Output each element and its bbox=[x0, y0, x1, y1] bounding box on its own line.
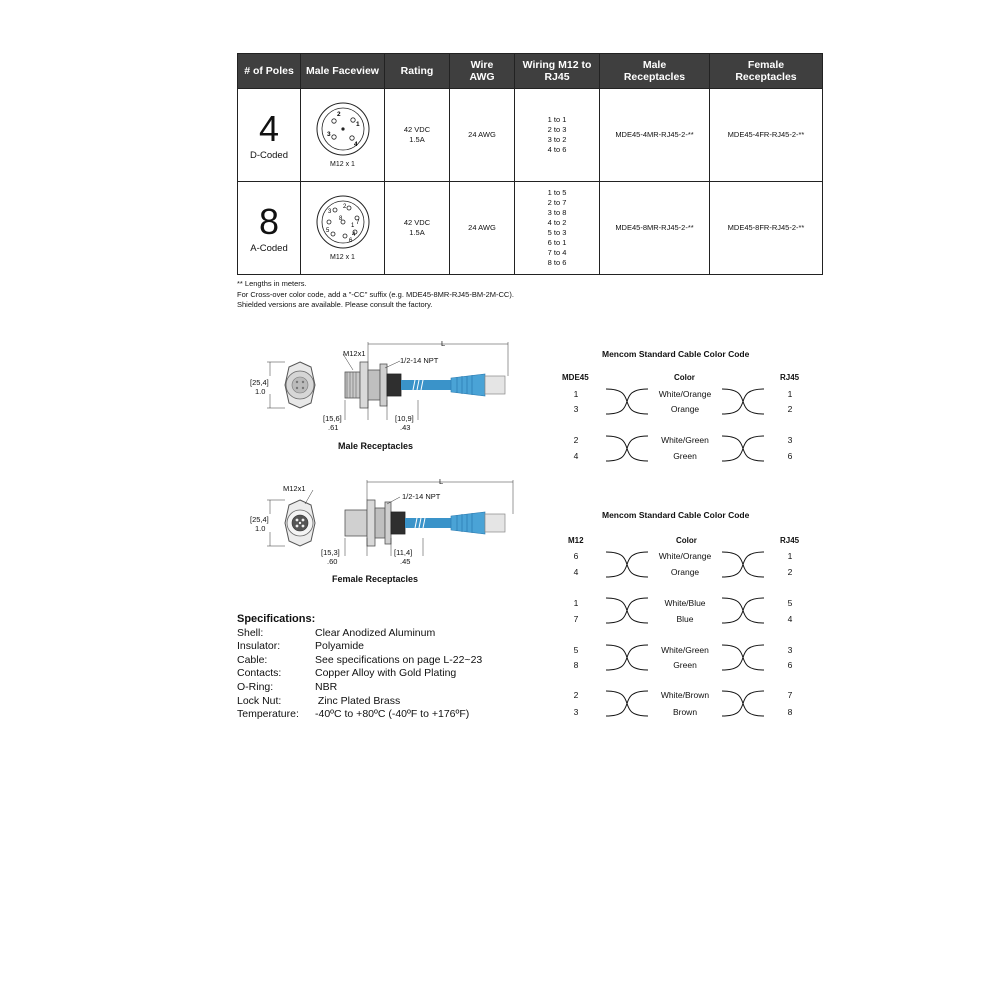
spec-key: Shell: bbox=[237, 626, 264, 639]
dim1-in: .60 bbox=[327, 557, 338, 566]
poles-cell bbox=[238, 89, 301, 182]
wire-color: Green bbox=[673, 451, 697, 461]
pin-number: 2 bbox=[573, 690, 579, 700]
pin-number: 8 bbox=[573, 660, 579, 670]
spec-row bbox=[237, 654, 482, 668]
header-awg: Wire AWG bbox=[450, 54, 515, 89]
color-code-title: Mencom Standard Cable Color Code bbox=[602, 349, 750, 359]
crossover-icon bbox=[722, 436, 764, 461]
wire-color: White/Orange bbox=[658, 389, 712, 399]
pin-number: 1 bbox=[787, 551, 793, 561]
wiring-line: 7 to 4 bbox=[547, 248, 567, 257]
wiring-line: 4 to 2 bbox=[547, 218, 567, 227]
dim1-in: .61 bbox=[328, 423, 339, 432]
dia-mm: [25,4] bbox=[250, 515, 269, 524]
pole-coding: A-Coded bbox=[250, 243, 288, 254]
rating-current: 1.5A bbox=[409, 228, 425, 237]
color-code-left-header: MDE45 bbox=[562, 373, 589, 382]
pin-number: 4 bbox=[787, 614, 793, 624]
dia-in: 1.0 bbox=[255, 387, 266, 396]
pin-number: 4 bbox=[573, 451, 579, 461]
male-caption: Male Receptacles bbox=[338, 441, 414, 451]
female-side-view-icon bbox=[345, 500, 405, 546]
faceview-cell bbox=[301, 182, 385, 275]
spec-key: Temperature: bbox=[237, 708, 299, 721]
pin-number: 6 bbox=[573, 551, 579, 561]
crossover-icon bbox=[722, 389, 764, 414]
table-row bbox=[238, 182, 823, 275]
spec-value: Copper Alloy with Gold Plating bbox=[315, 667, 457, 680]
male-side-view-icon bbox=[345, 362, 401, 408]
rating-cell bbox=[385, 89, 450, 182]
pin-number: 2 bbox=[573, 435, 579, 445]
rating-voltage: 42 VDC bbox=[403, 218, 431, 227]
color-code-title: Mencom Standard Cable Color Code bbox=[602, 510, 750, 520]
spec-value: -40ºC to +80ºC (-40ºF to +176ºF) bbox=[315, 708, 470, 721]
pin-number: 3 bbox=[787, 645, 793, 655]
awg-cell: 24 AWG bbox=[450, 182, 515, 275]
length-label: L bbox=[441, 339, 446, 348]
dim2-in: .43 bbox=[400, 423, 411, 432]
note-line: Shielded versions are available. Please consult the factory. bbox=[237, 300, 433, 309]
faceview-label: M12 x 1 bbox=[330, 160, 355, 168]
crossover-icon bbox=[606, 389, 648, 414]
specs-title: Specifications: bbox=[237, 613, 316, 625]
header-rating: Rating bbox=[385, 54, 450, 89]
wire-color: White/Orange bbox=[658, 551, 712, 561]
wiring-line: 2 to 7 bbox=[547, 198, 567, 207]
male-part-cell: MDE45-8MR-RJ45-2-** bbox=[600, 182, 710, 275]
wiring-cell bbox=[515, 182, 600, 275]
spec-key: O-Ring: bbox=[237, 680, 274, 693]
crossover-icon bbox=[722, 691, 764, 716]
wire-color: Brown bbox=[672, 707, 698, 717]
pin-label: 1 bbox=[355, 120, 360, 128]
wire-color: White/Brown bbox=[660, 690, 710, 700]
header-wiring: Wiring M12 to RJ45 bbox=[515, 54, 600, 89]
wiring-line: 2 to 3 bbox=[547, 125, 567, 134]
pin-number: 3 bbox=[573, 404, 579, 414]
rating-current: 1.5A bbox=[409, 135, 425, 144]
spec-value: NBR bbox=[315, 680, 338, 693]
wire-color: White/Green bbox=[661, 435, 709, 445]
pin-number: 5 bbox=[573, 645, 579, 655]
spec-value: Clear Anodized Aluminum bbox=[315, 626, 436, 639]
specifications bbox=[237, 613, 482, 722]
pin-label: 2 bbox=[336, 110, 341, 118]
faceview-cell bbox=[301, 89, 385, 182]
wiring-line: 6 to 1 bbox=[547, 238, 567, 247]
note-line: For Cross-over color code, add a "-CC" suffix (e.g. MDE45-8MR-RJ45-BM-2M-CC). bbox=[237, 289, 514, 299]
pin-number: 4 bbox=[573, 567, 579, 577]
wire-color: Green bbox=[673, 660, 697, 670]
pin-number: 6 bbox=[787, 451, 793, 461]
wire-color: White/Blue bbox=[664, 598, 706, 608]
crossover-icon bbox=[606, 552, 648, 577]
wiring-line: 3 to 8 bbox=[547, 208, 567, 217]
header-poles: # of Poles bbox=[238, 54, 301, 89]
table-header-row bbox=[238, 54, 823, 89]
pin-number: 7 bbox=[573, 614, 579, 624]
table-row bbox=[238, 89, 823, 182]
pin-number: 3 bbox=[787, 435, 793, 445]
pin-label: 8 bbox=[338, 215, 342, 222]
spec-key: Lock Nut: bbox=[237, 694, 282, 707]
spec-row bbox=[237, 627, 482, 641]
dim2-in: .45 bbox=[400, 557, 411, 566]
pin-label: 5 bbox=[325, 227, 329, 234]
npt-label: 1/2-14 NPT bbox=[400, 356, 439, 365]
thread-label: M12x1 bbox=[343, 349, 366, 358]
spec-value: See specifications on page L-22~23 bbox=[315, 653, 483, 666]
spec-value: Zinc Plated Brass bbox=[315, 694, 401, 707]
spec-row bbox=[237, 667, 482, 681]
color-code-right-header: RJ45 bbox=[780, 373, 800, 382]
male-receptacle-drawing bbox=[245, 340, 525, 440]
spec-row bbox=[237, 695, 482, 709]
spec-key: Cable: bbox=[237, 653, 268, 666]
pin-number: 1 bbox=[573, 598, 579, 608]
pin-number: 1 bbox=[787, 389, 793, 399]
spec-row bbox=[237, 708, 482, 722]
pin-number: 2 bbox=[787, 404, 793, 414]
pin-label: 1 bbox=[350, 222, 354, 229]
crossover-icon bbox=[606, 691, 648, 716]
male-part-cell: MDE45-4MR-RJ45-2-** bbox=[600, 89, 710, 182]
wiring-line: 4 to 6 bbox=[547, 145, 567, 154]
dim2-mm: [11,4] bbox=[394, 548, 413, 557]
crossover-icon bbox=[606, 645, 648, 670]
crossover-icon bbox=[606, 598, 648, 623]
crossover-icon bbox=[606, 436, 648, 461]
pin-number: 3 bbox=[573, 707, 579, 717]
awg-cell: 24 AWG bbox=[450, 89, 515, 182]
pin-number: 2 bbox=[787, 567, 793, 577]
wire-color: Blue bbox=[676, 614, 694, 624]
color-code-mid-header: Color bbox=[674, 373, 695, 382]
header-female: Female Receptacles bbox=[710, 54, 823, 89]
faceview-label: M12 x 1 bbox=[330, 253, 355, 261]
product-table bbox=[237, 53, 823, 275]
crossover-icon bbox=[722, 645, 764, 670]
pin-label: 3 bbox=[326, 130, 331, 138]
spec-key: Insulator: bbox=[237, 640, 281, 653]
pin-number: 1 bbox=[573, 389, 579, 399]
crossover-icon bbox=[722, 598, 764, 623]
header-male: Male Receptacles bbox=[600, 54, 710, 89]
female-part-cell: MDE45-4FR-RJ45-2-** bbox=[710, 89, 823, 182]
dia-mm: [25,4] bbox=[250, 378, 269, 387]
faceview-4pin-diagram bbox=[315, 101, 371, 157]
pin-number: 5 bbox=[787, 598, 793, 608]
dim1-mm: [15,3] bbox=[321, 548, 340, 557]
rating-cell bbox=[385, 182, 450, 275]
pole-count: 8 bbox=[258, 201, 280, 242]
wire-color: Orange bbox=[670, 404, 700, 414]
faceview-8pin-diagram bbox=[315, 194, 371, 250]
dia-in: 1.0 bbox=[255, 524, 266, 533]
wiring-line: 1 to 1 bbox=[547, 115, 567, 124]
wire-color: Orange bbox=[670, 567, 700, 577]
pin-label: 4 bbox=[353, 140, 358, 148]
wiring-line: 3 to 2 bbox=[547, 135, 567, 144]
poles-cell bbox=[238, 182, 301, 275]
thread-label: M12x1 bbox=[283, 484, 306, 493]
npt-label: 1/2-14 NPT bbox=[402, 492, 441, 501]
pin-label: 6 bbox=[348, 237, 352, 244]
color-code-left-header: M12 bbox=[568, 536, 584, 545]
pole-coding: D-Coded bbox=[249, 150, 289, 161]
wiring-line: 5 to 3 bbox=[547, 228, 567, 237]
length-label: L bbox=[439, 477, 444, 486]
wire-color: White/Green bbox=[661, 645, 709, 655]
cable-icon bbox=[405, 512, 505, 534]
spec-key: Contacts: bbox=[237, 667, 282, 680]
pin-label: 3 bbox=[327, 208, 331, 215]
crossover-icon bbox=[722, 552, 764, 577]
spec-row bbox=[237, 681, 482, 695]
female-part-cell: MDE45-8FR-RJ45-2-** bbox=[710, 182, 823, 275]
table-notes bbox=[237, 279, 514, 311]
female-caption: Female Receptacles bbox=[332, 574, 419, 584]
spec-row bbox=[237, 640, 482, 654]
pin-label: 4 bbox=[351, 231, 355, 238]
female-front-view-icon bbox=[285, 500, 315, 546]
wiring-cell bbox=[515, 89, 600, 182]
note-line: ** Lengths in meters. bbox=[237, 279, 307, 288]
pin-number: 6 bbox=[787, 660, 793, 670]
color-code-right-header: RJ45 bbox=[780, 536, 800, 545]
pin-number: 8 bbox=[787, 707, 793, 717]
pole-count: 4 bbox=[258, 108, 280, 149]
rating-voltage: 42 VDC bbox=[403, 125, 431, 134]
cable-icon bbox=[401, 374, 505, 396]
pin-label: 7 bbox=[355, 219, 359, 226]
dim1-mm: [15,6] bbox=[323, 414, 342, 423]
wiring-line: 1 to 5 bbox=[547, 188, 567, 197]
wiring-line: 8 to 6 bbox=[547, 258, 567, 267]
header-faceview: Male Faceview bbox=[301, 54, 385, 89]
pin-number: 7 bbox=[787, 690, 793, 700]
color-code-mid-header: Color bbox=[676, 536, 697, 545]
male-front-view-icon bbox=[285, 362, 315, 408]
spec-value: Polyamide bbox=[315, 640, 365, 653]
dim2-mm: [10,9] bbox=[395, 414, 414, 423]
pin-label: 2 bbox=[342, 203, 346, 210]
